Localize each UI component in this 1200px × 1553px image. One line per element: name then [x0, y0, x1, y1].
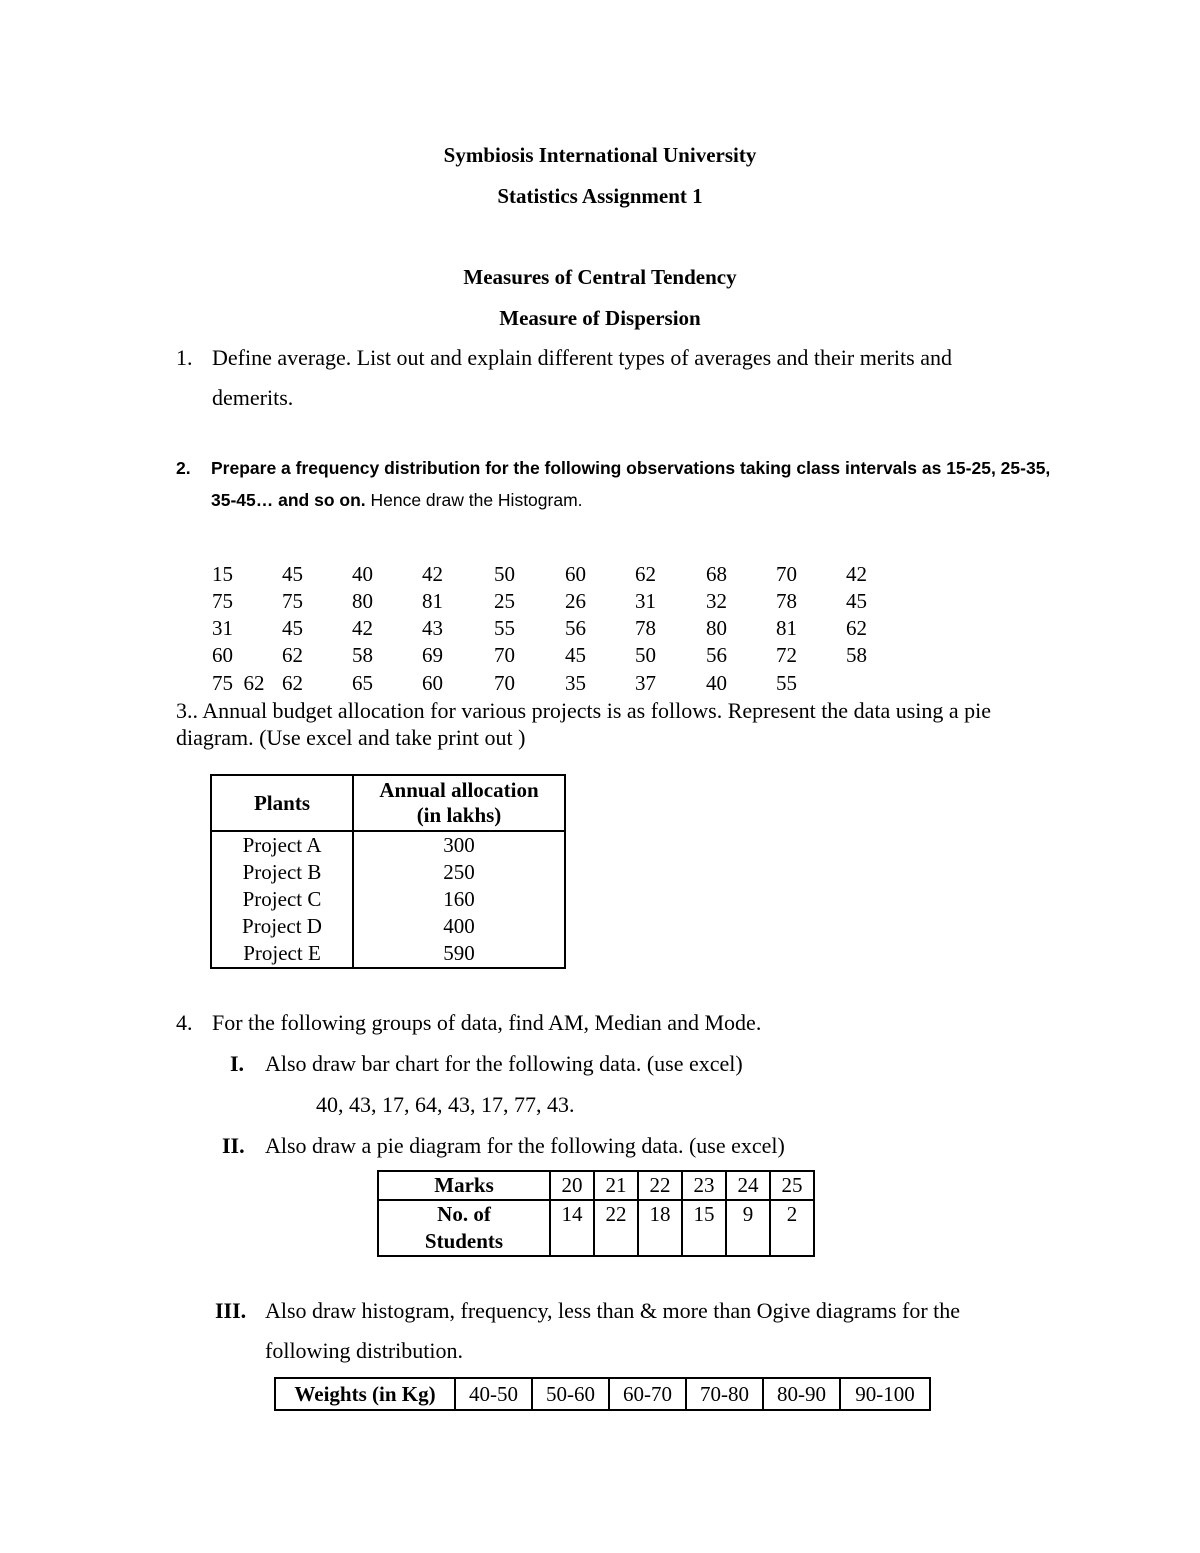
interval-cell: 60-70 — [609, 1378, 686, 1410]
obs-cell: 81 — [422, 589, 443, 613]
project-allocation: 250 — [353, 859, 565, 886]
obs-cell: 56 — [565, 616, 586, 640]
question-text-line-1: Define average. List out and explain different types of averages and their merits and — [212, 345, 952, 370]
obs-cell: 40 — [352, 562, 373, 586]
table-row — [211, 831, 565, 859]
obs-cell: 45 — [282, 562, 303, 586]
obs-cell: 58 — [846, 643, 867, 667]
obs-cell: 80 — [352, 589, 373, 613]
obs-cell: 42 — [422, 562, 443, 586]
table-row — [211, 886, 565, 913]
header-line-2: Students — [424, 1229, 504, 1253]
table-row — [211, 859, 565, 886]
obs-cell: 75 — [282, 589, 303, 613]
question-number: 1. — [176, 345, 193, 370]
obs-cell: 65 — [352, 671, 373, 695]
obs-cell: 81 — [776, 616, 797, 640]
table-row — [378, 1171, 814, 1200]
question-number: 2. — [176, 458, 191, 478]
obs-cell: 37 — [635, 671, 656, 695]
project-allocation: 590 — [353, 940, 565, 968]
students-cell: 15 — [682, 1200, 726, 1256]
sub-question-text: Also draw a pie diagram for the following data. (use excel) — [265, 1133, 785, 1158]
obs-cell: 50 — [635, 643, 656, 667]
obs-cell: 68 — [706, 562, 727, 586]
obs-cell: 45 — [565, 643, 586, 667]
interval-cell: 40-50 — [455, 1378, 532, 1410]
project-allocation: 400 — [353, 913, 565, 940]
header-weights: Weights (in Kg) — [275, 1378, 455, 1410]
obs-cell: 70 — [776, 562, 797, 586]
bar-chart-data — [316, 1085, 1016, 1125]
obs-cell: 70 — [494, 643, 515, 667]
marks-cell: 21 — [594, 1171, 638, 1200]
students-cell: 14 — [550, 1200, 594, 1256]
obs-cell: 50 — [494, 562, 515, 586]
project-name: Project D — [211, 913, 353, 940]
question-text-line-1: 3.. Annual budget allocation for various projects is as follows. Represent the data using a pie — [176, 698, 992, 723]
obs-cell: 62 — [282, 643, 303, 667]
question-4 — [176, 1003, 1076, 1043]
question-text-line-2: diagram. (Use excel and take print out ) — [176, 725, 526, 750]
header-plants: Plants — [211, 775, 353, 831]
obs-cell: 78 — [635, 616, 656, 640]
sub-question-text-line-2: following distribution. — [265, 1338, 463, 1363]
university-title: Symbiosis International University — [443, 143, 757, 167]
question-text-line-2: demerits. — [212, 385, 294, 410]
obs-cell: 58 — [352, 643, 373, 667]
header-marks: Marks — [378, 1171, 550, 1200]
topic-central-tendency: Measures of Central Tendency — [463, 265, 737, 289]
project-allocation: 300 — [353, 831, 565, 859]
marks-students-table — [377, 1170, 815, 1257]
obs-cell: 26 — [565, 589, 586, 613]
header-students — [378, 1200, 550, 1256]
interval-cell: 70-80 — [686, 1378, 763, 1410]
question-number: 4. — [176, 1010, 193, 1035]
students-cell: 9 — [726, 1200, 770, 1256]
marks-cell: 24 — [726, 1171, 770, 1200]
weights-table — [274, 1377, 931, 1411]
obs-cell: 31 — [212, 616, 233, 640]
roman-numeral: I. — [230, 1051, 245, 1076]
students-cell: 2 — [770, 1200, 814, 1256]
obs-cell: 60 — [422, 671, 443, 695]
obs-cell: 80 — [706, 616, 727, 640]
project-name: Project C — [211, 886, 353, 913]
table-row — [211, 913, 565, 940]
obs-cell: 45 — [846, 589, 867, 613]
obs-cell: 62 — [282, 671, 303, 695]
plants-allocation-table — [210, 774, 566, 969]
question-1 — [176, 338, 1076, 418]
header-line-2: (in lakhs) — [416, 803, 502, 827]
header-annual-allocation — [353, 775, 565, 831]
obs-cell: 35 — [565, 671, 586, 695]
obs-cell: 78 — [776, 589, 797, 613]
table-row — [211, 940, 565, 968]
question-text — [211, 452, 1076, 516]
question-text-tail: Hence draw the Histogram. — [365, 490, 583, 510]
sub-question-text-line-1: Also draw histogram, frequency, less than & more than Ogive diagrams for the — [265, 1298, 961, 1323]
table-row — [275, 1378, 930, 1410]
interval-cell: 50-60 — [532, 1378, 609, 1410]
obs-cell: 60 — [212, 643, 233, 667]
interval-cell: 90-100 — [840, 1378, 930, 1410]
obs-cell: 42 — [352, 616, 373, 640]
obs-cell: 72 — [776, 643, 797, 667]
students-cell: 22 — [594, 1200, 638, 1256]
data-values: 40, 43, 17, 64, 43, 17, 77, 43. — [316, 1092, 575, 1117]
project-name: Project B — [211, 859, 353, 886]
obs-cell: 75 — [212, 589, 233, 613]
marks-cell: 25 — [770, 1171, 814, 1200]
obs-cell: 31 — [635, 589, 656, 613]
marks-cell: 23 — [682, 1171, 726, 1200]
obs-cell: 69 — [422, 643, 443, 667]
question-text-bold: Prepare a frequency distribution for the following observations taking class intervals as 15-25, 25-35, 35-45… and so on. — [211, 458, 1051, 510]
obs-cell: 55 — [494, 616, 515, 640]
obs-cell: 60 — [565, 562, 586, 586]
obs-cell: 55 — [776, 671, 797, 695]
obs-cell: 40 — [706, 671, 727, 695]
project-name: Project E — [211, 940, 353, 968]
sub-question-iii — [215, 1291, 1075, 1371]
sub-question-ii — [222, 1126, 1072, 1166]
table-header-row — [211, 775, 565, 831]
sub-question-text: Also draw bar chart for the following data. (use excel) — [265, 1051, 743, 1076]
project-allocation: 160 — [353, 886, 565, 913]
roman-numeral: II. — [222, 1133, 245, 1158]
question-3 — [176, 697, 1076, 751]
question-text: For the following groups of data, find AM, Median and Mode. — [212, 1010, 762, 1035]
roman-numeral: III. — [215, 1298, 247, 1323]
obs-cell: 32 — [706, 589, 727, 613]
obs-cell: 43 — [422, 616, 443, 640]
obs-cell: 25 — [494, 589, 515, 613]
project-name: Project A — [211, 831, 353, 859]
obs-cell: 56 — [706, 643, 727, 667]
obs-cell: 45 — [282, 616, 303, 640]
topic-dispersion: Measure of Dispersion — [499, 306, 701, 330]
interval-cell: 80-90 — [763, 1378, 840, 1410]
obs-cell: 62 — [635, 562, 656, 586]
header-line-1: Annual allocation — [379, 778, 539, 802]
header-line-1: No. of — [437, 1202, 491, 1226]
obs-cell: 62 — [846, 616, 867, 640]
obs-cell: 42 — [846, 562, 867, 586]
obs-cell: 70 — [494, 671, 515, 695]
marks-cell: 22 — [638, 1171, 682, 1200]
table-row — [378, 1200, 814, 1256]
marks-cell: 20 — [550, 1171, 594, 1200]
obs-cell: 15 — [212, 562, 233, 586]
sub-question-i — [230, 1044, 1030, 1084]
students-cell: 18 — [638, 1200, 682, 1256]
obs-cell: 75 62 — [212, 671, 265, 695]
assignment-title: Statistics Assignment 1 — [497, 184, 703, 208]
